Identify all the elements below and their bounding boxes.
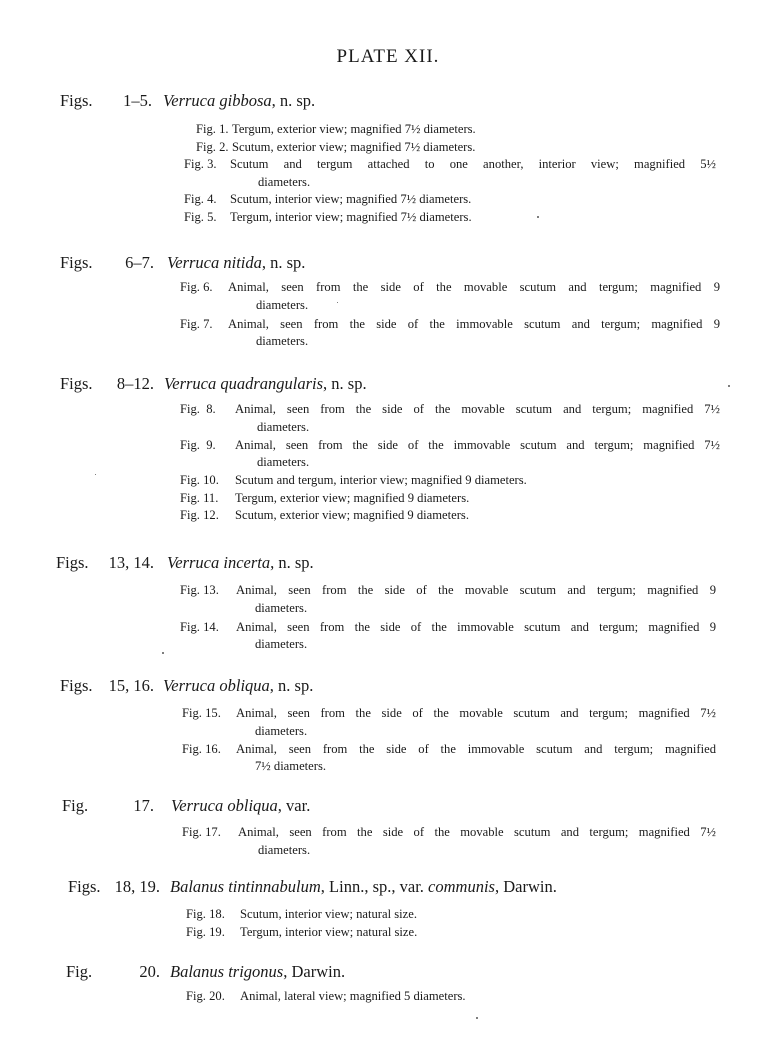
figure-description-continued: diameters.	[256, 334, 309, 348]
species-suffix-2: , Darwin.	[494, 877, 557, 896]
figure-continuation	[0, 600, 776, 619]
figure-description: Tergum, interior view; natural size.	[240, 924, 418, 939]
figure-entry	[0, 121, 776, 139]
figure-label: Fig. 9.	[180, 437, 216, 452]
species-name: Verruca obliqua	[163, 676, 270, 695]
variety-name: communis	[428, 877, 495, 896]
species-name: Balanus trigonus	[170, 962, 284, 981]
species-suffix: , var.	[277, 796, 311, 815]
figure-entry	[0, 705, 776, 723]
group-numbers: 17.	[133, 796, 154, 815]
species-name: Verruca quadrangularis	[164, 374, 324, 393]
figure-entry	[0, 209, 776, 227]
species-suffix: , n. sp.	[269, 676, 314, 695]
figure-description: Animal, seen from the side of the immovable scutum and tergum; magnified	[236, 741, 716, 756]
figure-label: Fig. 18.	[186, 907, 225, 921]
species-name: Verruca incerta	[167, 553, 271, 572]
species-name: Verruca obliqua	[171, 796, 278, 815]
figure-continuation	[0, 419, 776, 437]
figure-entry	[0, 401, 776, 419]
figure-group-balanus-tintinnabulum	[0, 877, 776, 941]
scan-speck	[728, 385, 730, 387]
figure-label: Fig. 13.	[180, 583, 219, 597]
figure-group-verruca-incerta	[0, 553, 776, 654]
figure-continuation	[0, 842, 776, 860]
figure-label: Fig. 5.	[184, 209, 217, 224]
group-species	[171, 796, 310, 816]
group-label: Figs.	[60, 253, 93, 272]
figure-label: Fig. 14.	[180, 619, 219, 634]
scan-speck	[95, 474, 96, 475]
figure-description: Animal, seen from the side of the movable scutum and tergum; magnified 7½	[236, 706, 716, 720]
group-label: Figs.	[68, 877, 101, 896]
figure-entry	[0, 988, 776, 1006]
figure-label: Fig. 7.	[180, 316, 213, 331]
group-label: Figs.	[60, 91, 93, 110]
figure-entry	[0, 507, 776, 525]
group-species	[164, 374, 367, 394]
group-numbers: 18, 19.	[114, 877, 160, 896]
figure-description: Animal, lateral view; magnified 5 diameters.	[240, 989, 466, 1003]
figure-entry	[0, 824, 776, 842]
figure-description: Tergum, interior view; magnified 7½ diameters.	[230, 209, 472, 224]
figure-description-continued: diameters.	[255, 637, 308, 651]
figure-description-continued: diameters.	[255, 600, 308, 615]
group-species	[163, 91, 315, 111]
figure-entry	[0, 191, 776, 209]
group-species	[167, 553, 314, 573]
figure-description-continued: diameters.	[258, 842, 311, 857]
figure-label: Fig. 6.	[180, 280, 213, 294]
figure-label: Fig. 15.	[182, 706, 221, 720]
figure-description: Scutum, interior view; natural size.	[240, 907, 417, 921]
figure-description-continued: diameters.	[257, 455, 310, 469]
group-label: Figs.	[60, 374, 93, 393]
species-suffix: , Darwin.	[283, 962, 346, 981]
group-species	[170, 962, 345, 982]
figure-description: Tergum, exterior view; magnified 9 diameters.	[235, 490, 470, 505]
group-species	[170, 877, 557, 897]
group-label: Figs.	[60, 676, 93, 695]
figure-entry	[0, 472, 776, 490]
figure-label: Fig. 12.	[180, 508, 219, 522]
figure-entry	[0, 906, 776, 924]
figure-label: Fig. 16.	[182, 741, 221, 756]
figure-description: Scutum, exterior view; magnified 7½ diameters.	[232, 139, 476, 154]
figure-description-continued: diameters.	[256, 297, 309, 312]
plate-title: PLATE XII.	[336, 46, 440, 67]
group-species	[167, 253, 305, 273]
figure-entry	[0, 741, 776, 759]
figure-label: Fig. 20.	[186, 989, 225, 1003]
figure-continuation	[0, 174, 776, 192]
group-numbers: 15, 16.	[108, 676, 154, 695]
figure-group-verruca-nitida	[0, 253, 776, 351]
figure-description: Animal, seen from the side of the movable scutum and tergum; magnified 7½	[238, 825, 716, 839]
figure-description: Animal, seen from the side of the immovable scutum and tergum; magnified 9	[228, 316, 720, 331]
figure-entry	[0, 924, 776, 942]
figure-description-continued: diameters.	[258, 174, 311, 189]
group-numbers: 13, 14.	[108, 553, 154, 572]
species-suffix: , n. sp.	[323, 374, 367, 393]
figure-label: Fig. 8.	[180, 402, 216, 416]
figure-label: Fig. 17.	[182, 825, 221, 839]
figure-label: Fig. 11.	[180, 490, 219, 505]
figure-description: Animal, seen from the side of the immovable scutum and tergum; magnified 9	[236, 619, 716, 634]
figure-entry	[0, 437, 776, 455]
scan-speck	[537, 216, 539, 218]
figure-entry	[0, 156, 776, 174]
figure-description: Animal, seen from the side of the movable scutum and tergum; magnified 9	[236, 583, 716, 597]
figure-label: Fig. 19.	[186, 924, 225, 939]
figure-entry	[0, 582, 776, 600]
figure-description: Animal, seen from the side of the movable scutum and tergum; magnified 7½	[235, 402, 720, 416]
figure-label: Fig. 3.	[184, 157, 217, 171]
figure-continuation	[0, 333, 776, 351]
group-numbers: 1–5.	[123, 91, 152, 110]
figure-entry	[0, 316, 776, 334]
figure-description-continued: diameters.	[257, 419, 310, 434]
figure-entry	[0, 490, 776, 508]
figure-description: Animal, seen from the side of the movable scutum and tergum; magnified 9	[228, 280, 720, 294]
species-suffix: , n. sp.	[270, 553, 314, 572]
scan-speck	[162, 652, 164, 654]
figure-group-verruca-obliqua	[0, 676, 776, 776]
figure-description: Scutum and tergum, interior view; magnified 9 diameters.	[235, 473, 527, 487]
figure-description: Animal, seen from the side of the immovable scutum and tergum; magnified 7½	[235, 437, 720, 452]
figure-group-verruca-quadrangularis	[0, 374, 776, 525]
group-numbers: 20.	[139, 962, 160, 981]
figure-group-verruca-gibbosa	[0, 91, 776, 226]
scan-speck	[337, 302, 338, 303]
figure-description: Scutum and tergum attached to one another, interior view; magnified 5½	[230, 157, 716, 171]
figure-group-balanus-trigonus	[0, 962, 776, 1006]
group-label: Figs.	[56, 553, 89, 572]
figure-description: Tergum, exterior view; magnified 7½ diameters.	[232, 122, 476, 136]
figure-continuation	[0, 723, 776, 741]
figure-label: Fig. 2.	[196, 139, 229, 154]
group-label: Fig.	[66, 962, 93, 981]
figure-label: Fig. 1.	[196, 122, 229, 136]
scan-speck	[476, 1017, 478, 1019]
species-suffix: , Linn., sp., var.	[320, 877, 429, 896]
species-suffix: , n. sp.	[271, 91, 316, 110]
figure-entry	[0, 139, 776, 157]
figure-description-continued: 7½ diameters.	[255, 759, 326, 773]
group-numbers: 8–12.	[116, 374, 154, 393]
figure-continuation	[0, 758, 776, 776]
figure-continuation	[0, 454, 776, 472]
figure-description: Scutum, exterior view; magnified 9 diameters.	[235, 508, 469, 522]
species-name: Verruca gibbosa	[163, 91, 272, 110]
figure-continuation	[0, 636, 776, 654]
species-name: Verruca nitida	[167, 253, 262, 272]
group-species	[163, 676, 313, 696]
figure-description-continued: diameters.	[255, 723, 308, 738]
group-label: Fig.	[62, 796, 89, 815]
figure-description: Scutum, interior view; magnified 7½ diameters.	[230, 192, 472, 206]
figure-group-verruca-obliqua-var	[0, 796, 776, 859]
figure-entry	[0, 279, 776, 297]
figure-continuation	[0, 297, 776, 316]
figure-label: Fig. 4.	[184, 192, 217, 206]
species-name: Balanus tintinnabulum	[170, 877, 321, 896]
group-numbers: 6–7.	[125, 253, 154, 272]
species-suffix: , n. sp.	[261, 253, 306, 272]
figure-entry	[0, 619, 776, 637]
figure-label: Fig. 10.	[180, 473, 219, 487]
